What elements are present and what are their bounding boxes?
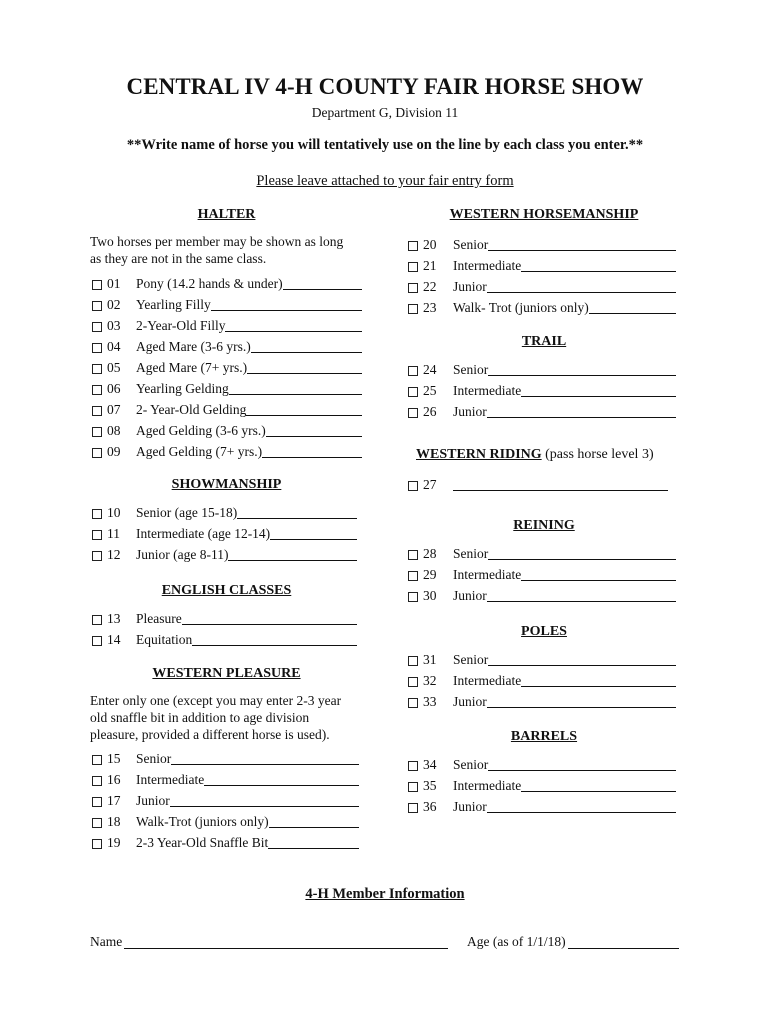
western-pleasure-heading: WESTERN PLEASURE <box>152 666 301 681</box>
class-number: 32 <box>423 673 437 688</box>
class-checkbox[interactable] <box>408 262 418 272</box>
class-label: Intermediate <box>453 673 522 688</box>
class-row <box>92 792 359 810</box>
horse-name-line[interactable] <box>488 559 676 560</box>
horse-name-line[interactable] <box>487 707 676 708</box>
class-checkbox[interactable] <box>408 782 418 792</box>
class-checkbox[interactable] <box>92 530 102 540</box>
horse-name-line[interactable] <box>488 375 676 376</box>
class-label: Yearling Filly <box>136 297 211 312</box>
class-row <box>408 278 676 296</box>
class-checkbox[interactable] <box>92 385 102 395</box>
class-row <box>92 546 357 564</box>
horse-name-line[interactable] <box>488 665 676 666</box>
horse-name-line[interactable] <box>521 396 676 397</box>
leave-attached-note: Please leave attached to your fair entry form <box>256 173 514 189</box>
department-subtitle: Department G, Division 11 <box>311 105 459 120</box>
age-entry-line[interactable] <box>568 948 679 949</box>
class-checkbox[interactable] <box>92 301 102 311</box>
western-pleasure-note-line: Enter only one (except you may enter 2-3 year <box>90 693 342 708</box>
class-row <box>408 756 676 774</box>
horse-name-line[interactable] <box>521 686 676 687</box>
class-row <box>408 798 676 816</box>
horse-name-line[interactable] <box>247 373 362 374</box>
class-number: 11 <box>107 526 120 541</box>
class-number: 02 <box>107 297 121 312</box>
class-label: Intermediate (age 12-14) <box>136 526 271 541</box>
class-row <box>92 296 362 314</box>
class-label: Senior <box>453 237 489 252</box>
class-number: 17 <box>107 793 121 808</box>
class-checkbox[interactable] <box>92 343 102 353</box>
class-row <box>92 275 362 293</box>
class-checkbox[interactable] <box>92 818 102 828</box>
class-number: 30 <box>423 588 437 603</box>
class-number: 08 <box>107 423 121 438</box>
class-label: Pony (14.2 hands & under) <box>136 276 283 291</box>
class-checkbox[interactable] <box>92 615 102 625</box>
class-checkbox[interactable] <box>408 408 418 418</box>
barrels-heading: BARRELS <box>510 729 578 744</box>
class-row <box>92 422 362 440</box>
class-row <box>92 834 359 852</box>
horse-name-line[interactable] <box>171 764 359 765</box>
class-label: Yearling Gelding <box>136 381 229 396</box>
horse-name-line[interactable] <box>246 415 362 416</box>
class-number: 05 <box>107 360 121 375</box>
horse-name-line[interactable] <box>487 417 676 418</box>
class-checkbox[interactable] <box>408 481 418 491</box>
horse-name-line[interactable] <box>268 848 359 849</box>
horse-name-line[interactable] <box>170 806 359 807</box>
class-number: 16 <box>107 772 121 787</box>
class-number: 25 <box>423 383 437 398</box>
class-number: 06 <box>107 381 121 396</box>
class-row <box>408 777 676 795</box>
class-row <box>92 401 362 419</box>
class-label: Junior <box>453 694 487 709</box>
class-checkbox[interactable] <box>92 636 102 646</box>
class-number: 29 <box>423 567 437 582</box>
class-row <box>408 299 676 317</box>
horse-name-line[interactable] <box>229 394 362 395</box>
class-row <box>92 338 362 356</box>
class-label: Senior (age 15-18) <box>136 505 238 520</box>
class-label: Equitation <box>136 632 193 647</box>
class-checkbox[interactable] <box>92 322 102 332</box>
class-row <box>408 361 676 379</box>
class-label: Intermediate <box>453 383 522 398</box>
class-label: Pleasure <box>136 611 182 626</box>
class-number: 34 <box>423 757 437 772</box>
horse-name-line[interactable] <box>487 601 676 602</box>
class-number: 07 <box>107 402 121 417</box>
horse-name-line[interactable] <box>204 785 359 786</box>
halter-heading: HALTER <box>197 207 256 222</box>
class-checkbox[interactable] <box>408 592 418 602</box>
class-number: 14 <box>107 632 121 647</box>
class-row <box>92 380 362 398</box>
class-checkbox[interactable] <box>92 551 102 561</box>
class-number: 15 <box>107 751 121 766</box>
halter-note-line: Two horses per member may be shown as long <box>90 234 344 249</box>
horse-name-line[interactable] <box>521 791 676 792</box>
class-number: 23 <box>423 300 437 315</box>
class-checkbox[interactable] <box>92 427 102 437</box>
class-row <box>92 813 359 831</box>
class-label: Aged Mare (7+ yrs.) <box>136 360 248 375</box>
horse-name-line[interactable] <box>262 457 362 458</box>
western-riding-heading: WESTERN RIDING <box>416 447 542 462</box>
class-row <box>408 651 676 669</box>
class-label: Senior <box>453 757 489 772</box>
class-row <box>408 382 676 400</box>
class-number: 19 <box>107 835 121 850</box>
class-number: 09 <box>107 444 121 459</box>
class-checkbox[interactable] <box>408 803 418 813</box>
instruction-text: **Write name of horse you will tentatively use on the line by each class you enter.** <box>126 137 644 153</box>
class-label: Intermediate <box>136 772 205 787</box>
class-number: 03 <box>107 318 121 333</box>
class-row <box>92 610 357 628</box>
class-label: Aged Gelding (7+ yrs.) <box>136 444 263 459</box>
class-label: Junior <box>136 793 170 808</box>
class-checkbox[interactable] <box>92 509 102 519</box>
horse-name-line[interactable] <box>237 518 357 519</box>
class-row <box>92 771 359 789</box>
class-row <box>408 693 676 711</box>
showmanship-heading: SHOWMANSHIP <box>171 477 282 492</box>
class-number: 33 <box>423 694 437 709</box>
horse-name-line[interactable] <box>211 310 362 311</box>
class-checkbox[interactable] <box>92 364 102 374</box>
class-number: 12 <box>107 547 121 562</box>
class-number: 24 <box>423 362 437 377</box>
poles-heading: POLES <box>521 624 567 639</box>
reining-heading: REINING <box>513 518 575 533</box>
english-classes-heading: ENGLISH CLASSES <box>161 583 292 598</box>
class-label: Intermediate <box>453 258 522 273</box>
horse-name-line[interactable] <box>488 250 676 251</box>
member-information-heading: 4-H Member Information <box>305 886 465 902</box>
class-row <box>92 525 357 543</box>
class-checkbox[interactable] <box>92 406 102 416</box>
class-row <box>408 257 676 275</box>
class-number: 13 <box>107 611 121 626</box>
class-checkbox[interactable] <box>408 241 418 251</box>
class-row <box>408 587 676 605</box>
class-checkbox[interactable] <box>408 304 418 314</box>
age-label: Age (as of 1/1/18) <box>467 934 566 949</box>
class-row <box>92 750 359 768</box>
horse-name-line[interactable] <box>192 645 357 646</box>
western-pleasure-note <box>90 692 341 743</box>
class-label: Senior <box>453 652 489 667</box>
class-row <box>92 317 362 335</box>
horse-name-line[interactable] <box>487 812 676 813</box>
class-checkbox[interactable] <box>408 366 418 376</box>
halter-note-line: as they are not in the same class. <box>90 251 267 266</box>
class-label: Aged Mare (3-6 yrs.) <box>136 339 251 354</box>
class-label: Intermediate <box>453 567 522 582</box>
horse-name-line[interactable] <box>251 352 362 353</box>
class-number: 04 <box>107 339 121 354</box>
class-checkbox[interactable] <box>92 448 102 458</box>
horse-name-line[interactable] <box>225 331 362 332</box>
class-label: Junior (age 8-11) <box>136 547 229 562</box>
class-row <box>408 476 668 494</box>
western-pleasure-note-line: old snaffle bit in addition to age division <box>90 710 310 725</box>
western-horsemanship-heading: WESTERN HORSEMANSHIP <box>449 207 639 222</box>
class-row <box>92 504 357 522</box>
class-label: Senior <box>136 751 172 766</box>
class-number: 01 <box>107 276 121 291</box>
class-row <box>408 545 676 563</box>
class-number: 20 <box>423 237 437 252</box>
class-checkbox[interactable] <box>408 656 418 666</box>
class-checkbox[interactable] <box>92 280 102 290</box>
class-checkbox[interactable] <box>92 797 102 807</box>
class-row <box>408 403 676 421</box>
class-number: 35 <box>423 778 437 793</box>
horse-name-line[interactable] <box>269 827 359 828</box>
horse-name-line[interactable] <box>521 271 676 272</box>
class-checkbox[interactable] <box>408 698 418 708</box>
horse-name-line[interactable] <box>589 313 676 314</box>
class-checkbox[interactable] <box>92 776 102 786</box>
class-checkbox[interactable] <box>408 761 418 771</box>
horse-name-line[interactable] <box>488 770 676 771</box>
class-label: 2- Year-Old Gelding <box>136 402 247 417</box>
name-label: Name <box>90 934 123 949</box>
class-checkbox[interactable] <box>408 387 418 397</box>
name-entry-line[interactable] <box>124 948 448 949</box>
class-number: 36 <box>423 799 437 814</box>
western-pleasure-note-line: pleasure, provided a different horse is used). <box>90 727 330 742</box>
class-checkbox[interactable] <box>408 571 418 581</box>
class-row <box>92 443 362 461</box>
trail-heading: TRAIL <box>521 334 567 349</box>
class-label: Junior <box>453 404 487 419</box>
class-number: 22 <box>423 279 437 294</box>
class-checkbox[interactable] <box>92 839 102 849</box>
horse-name-line[interactable] <box>453 490 668 491</box>
horse-name-line[interactable] <box>283 289 362 290</box>
class-label: Walk- Trot (juniors only) <box>453 300 589 315</box>
class-checkbox[interactable] <box>408 283 418 293</box>
western-riding-header <box>416 447 654 463</box>
class-checkbox[interactable] <box>408 677 418 687</box>
class-number: 28 <box>423 546 437 561</box>
class-number: 18 <box>107 814 121 829</box>
western-riding-requirement: (pass horse level 3) <box>545 447 654 462</box>
class-number: 31 <box>423 652 437 667</box>
class-label: Junior <box>453 588 487 603</box>
horse-name-line[interactable] <box>182 624 357 625</box>
class-row <box>92 359 362 377</box>
class-label: Intermediate <box>453 778 522 793</box>
class-row <box>408 566 676 584</box>
class-label: Senior <box>453 362 489 377</box>
class-row <box>408 236 676 254</box>
class-number: 26 <box>423 404 437 419</box>
class-label: 2-3 Year-Old Snaffle Bit <box>136 835 269 850</box>
class-number: 21 <box>423 258 437 273</box>
class-label: Junior <box>453 279 487 294</box>
class-label: Junior <box>453 799 487 814</box>
horse-name-line[interactable] <box>521 580 676 581</box>
class-label: Walk-Trot (juniors only) <box>136 814 269 829</box>
class-number: 27 <box>423 477 437 492</box>
class-label: Senior <box>453 546 489 561</box>
class-checkbox[interactable] <box>92 755 102 765</box>
class-label: 2-Year-Old Filly <box>136 318 226 333</box>
horse-name-line[interactable] <box>228 560 357 561</box>
horse-name-line[interactable] <box>270 539 357 540</box>
class-label: Aged Gelding (3-6 yrs.) <box>136 423 266 438</box>
class-number: 10 <box>107 505 121 520</box>
class-checkbox[interactable] <box>408 550 418 560</box>
horse-name-line[interactable] <box>487 292 676 293</box>
class-row <box>408 672 676 690</box>
page-title: CENTRAL IV 4-H COUNTY FAIR HORSE SHOW <box>126 74 644 99</box>
halter-note <box>90 233 343 267</box>
horse-name-line[interactable] <box>266 436 362 437</box>
class-row <box>92 631 357 649</box>
